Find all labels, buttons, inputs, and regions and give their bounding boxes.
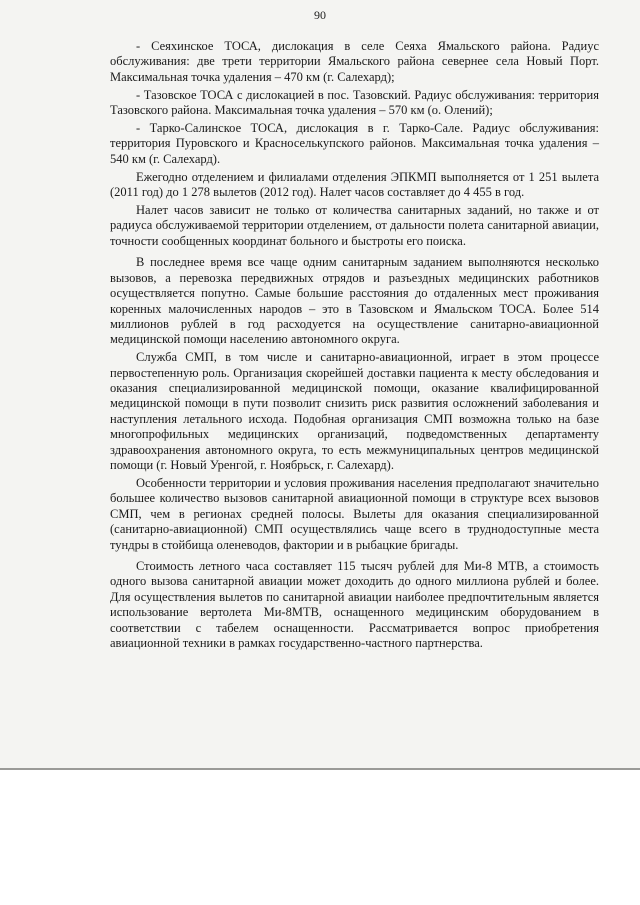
paragraph-smp-service: Служба СМП, в том числе и санитарно-авиационной, играет в этом процессе первостепенную роль. Организация скорейшей доставки пациента к месту обследования и оказания специализированной медицинской помощи, оказание квалифицированной медицинской помощи в пути позволит снизить риск развития осложнений заболевания и наступления летального исхода. Подобная организация СМП возможна только на базе многопрофильных медицинских организаций, подведомственных департаменту здравоохранения автономного округа, то есть межмуниципальных центров медицинской помощи (г. Новый Уренгой, г. Ноябрьск, г. Салехард). [110,350,599,473]
paragraph-flight-hours: Налет часов зависит не только от количества санитарных заданий, но также и от радиуса обслуживаемой территории отделением, от дальности полета санитарной авиации, точности сообщенных координат больного и быстроты его поиска. [110,203,599,248]
paragraph-tazovsky-tosa: - Тазовское ТОСА с дислокацией в пос. Тазовский. Радиус обслуживания: территория Тазовского района. Максимальная точка удаления – 570 км (о. Олений); [110,87,599,118]
paragraph-flight-cost: Стоимость летного часа составляет 115 тысяч рублей для Ми-8 МТВ, а стоимость одного вызова санитарной авиации может доходить до одного миллиона рублей и более. Для осуществления вылетов по санитарной авиации наиболее предпочтительным является использование вертолета Ми-8МТВ, оснащенного медицинским оборудованием в соответствии с табелем оснащенности. Рассматривается вопрос приобретения авиационной техники в рамках государственно-частного партнерства. [110,559,599,651]
paragraph-tarko-sale-tosa: - Тарко-Салинское ТОСА, дислокация в г. Тарко-Сале. Радиус обслуживания: территория Пуровского и Красноселькупского районов. Максимальная точка удаления – 540 км (г. Салехард). [110,121,599,166]
paragraph-combined-calls: В последнее время все чаще одним санитарным заданием выполняются несколько вызовов, а перевозка передвижных отрядов и разъездных медицинских работников осуществляется попутно. Самые большие расстояния до отдаленных мест проживания коренных малочисленных народов – это в Тазовском и Ямальском ТОСА. Более 514 миллионов рублей в год расходуется на осуществление санитарно-авиационной медицинской помощи населению автономного округа. [110,255,599,347]
paragraph-territory-features: Особенности территории и условия проживания населения предполагают значительно большее количество вызовов санитарной авиационной помощи в структуре всех вызовов СМП, чем в регионах средней полосы. Вылеты для оказания специализированной (санитарно-авиационной) СМП осуществлялись чаще всего в труднодоступные места тундры в стойбища оленеводов, фактории и в рыбацкие бригады. [110,475,599,552]
scan-bottom-edge [0,768,640,770]
paragraph-seyakha-tosa: - Сеяхинское ТОСА, дислокация в селе Сеяха Ямальского района. Радиус обслуживания: две трети территории Ямальского района севернее села Новый Порт. Максимальная точка удаления – 470 км (г. Салехард); [110,39,599,84]
paragraph-flights-per-year: Ежегодно отделением и филиалами отделения ЭПКМП выполняется от 1 251 вылета (2011 год) до 1 278 вылетов (2012 год). Налет часов составляет до 4 455 в год. [110,169,599,200]
page-number: 90 [314,8,326,22]
document-body [110,39,599,654]
